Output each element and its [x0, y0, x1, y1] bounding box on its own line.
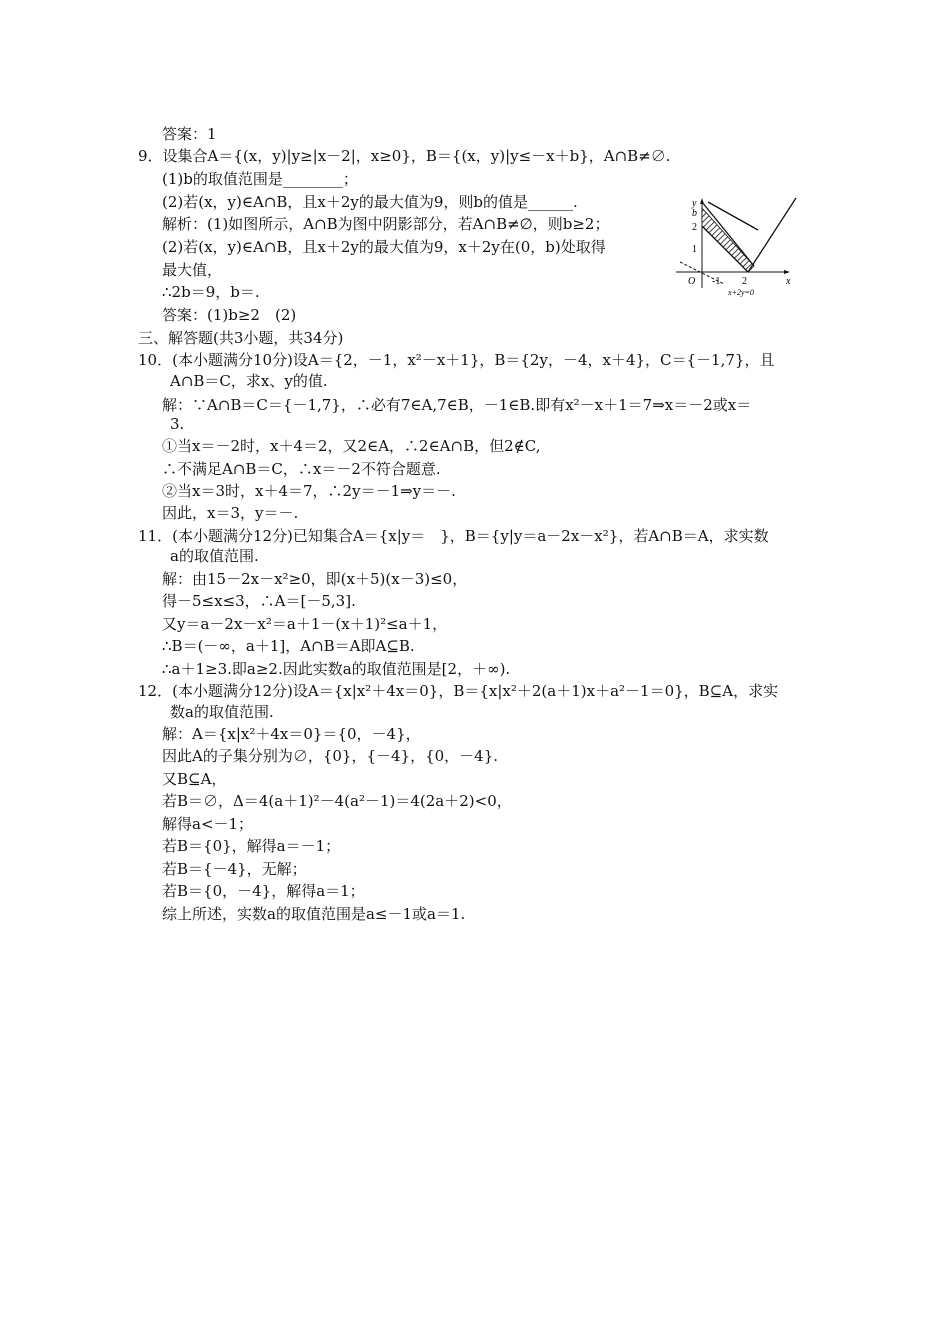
text-line: 综上所述，实数a的取值范围是a≤－1或a＝1.	[162, 905, 466, 923]
text-line: 最大值，	[162, 261, 223, 279]
text-line: 数a的取值范围.	[170, 703, 274, 721]
text-line: 得－5≤x≤3，∴A＝[－5,3].	[162, 592, 356, 610]
text-line: 若B＝∅，Δ＝4(a＋1)²－4(a²－1)＝4(2a＋2)<0，	[162, 792, 512, 810]
text-line: 若B＝{0}，解得a＝－1；	[162, 837, 341, 855]
tick-neg1-label: -1	[712, 276, 721, 287]
text-line: 11．(本小题满分12分)已知集合A＝{x|y＝ }，B＝{y|y＝a－2x－x²}，若A∩B＝A，求实数	[138, 527, 769, 545]
graph-figure	[672, 190, 800, 298]
text-line: 9．设集合A＝{(x，y)|y≥|x－2|，x≥0}，B＝{(x，y)|y≤－x＋b}，A∩B≠∅.	[138, 147, 671, 165]
text-line: 若B＝{0，－4}，解得a＝1；	[162, 882, 365, 900]
line-label-x-plus-2y: x+2y=0	[728, 288, 754, 297]
text-line: 又B⊆A，	[162, 770, 227, 788]
text-line: 因此A的子集分别为∅，{0}，{－4}，{0，－4}.	[162, 747, 499, 765]
text-line: 答案：1	[162, 125, 217, 143]
text-line: 三、解答题(共3小题，共34分)	[138, 329, 344, 347]
text-line: (1)b的取值范围是________；	[162, 170, 358, 188]
text-line: ①当x＝－2时，x＋4＝2，又2∈A，∴2∈A∩B，但2∉C,	[162, 437, 541, 455]
text-line: ∴B＝(－∞，a＋1]，A∩B＝A即A⊆B.	[162, 637, 415, 655]
text-line: A∩B＝C，求x、y的值.	[170, 372, 328, 390]
text-line: 答案：(1)b≥2 (2)	[162, 306, 297, 324]
text-line: 3.	[170, 415, 185, 433]
tick-2-label: 2	[692, 222, 697, 233]
x-axis-label: x	[786, 276, 791, 287]
shaded-region	[702, 208, 754, 272]
text-line: ∴2b＝9，b＝.	[162, 283, 260, 301]
text-line: (2)若(x，y)∈A∩B，且x＋2y的最大值为9，则b的值是______.	[162, 193, 578, 211]
text-line: 又y＝a－2x－x²＝a＋1－(x＋1)²≤a＋1，	[162, 615, 448, 633]
line-y-equals-x-minus-2-left	[702, 226, 748, 272]
text-line: 解：∵A∩B＝C＝{－1,7}，∴必有7∈A,7∈B，－1∈B.即有x²－x＋1＝7⇒x＝－2或x＝	[162, 396, 752, 414]
text-line: 解析：(1)如图所示，A∩B为图中阴影部分，若A∩B≠∅，则b≥2；	[162, 215, 610, 233]
y-axis-label: y	[692, 198, 697, 209]
line-y-equals-x-minus-2-right	[748, 198, 796, 272]
text-line: (2)若(x，y)∈A∩B，且x＋2y的最大值为9，x＋2y在(0，b)处取得	[162, 238, 606, 256]
text-line: 解得a<－1；	[162, 815, 254, 833]
text-line: ∴不满足A∩B＝C，∴x＝－2不符合题意.	[162, 460, 441, 478]
tick-x2-label: 2	[742, 276, 747, 287]
text-line: 10．(本小题满分10分)设A＝{2，－1，x²－x＋1}，B＝{2y，－4，x＋4}，C＝{－1,7}，且	[138, 351, 775, 369]
text-line: 解：由15－2x－x²≥0，即(x＋5)(x－3)≤0，	[162, 570, 468, 588]
text-line: 若B＝{－4}，无解；	[162, 860, 307, 878]
b-label: b	[692, 208, 697, 219]
x-axis-arrow	[784, 270, 790, 274]
tick-1-label: 1	[692, 244, 697, 255]
text-line: 解：A＝{x|x²＋4x＝0}＝{0，－4}，	[162, 725, 421, 743]
text-line: ②当x＝3时，x＋4＝7，∴2y＝－1⇒y＝－.	[162, 482, 456, 500]
text-line: ∴a＋1≥3.即a≥2.因此实数a的取值范围是[2，＋∞).	[162, 660, 511, 678]
origin-label: O	[688, 276, 696, 287]
text-line: a的取值范围.	[170, 547, 259, 565]
text-line: 因此，x＝3，y＝－.	[162, 504, 299, 522]
text-line: 12．(本小题满分12分)设A＝{x|x²＋4x＝0}，B＝{x|x²＋2(a＋1)x＋a²－1＝0}，B⊆A，求实	[138, 682, 779, 700]
